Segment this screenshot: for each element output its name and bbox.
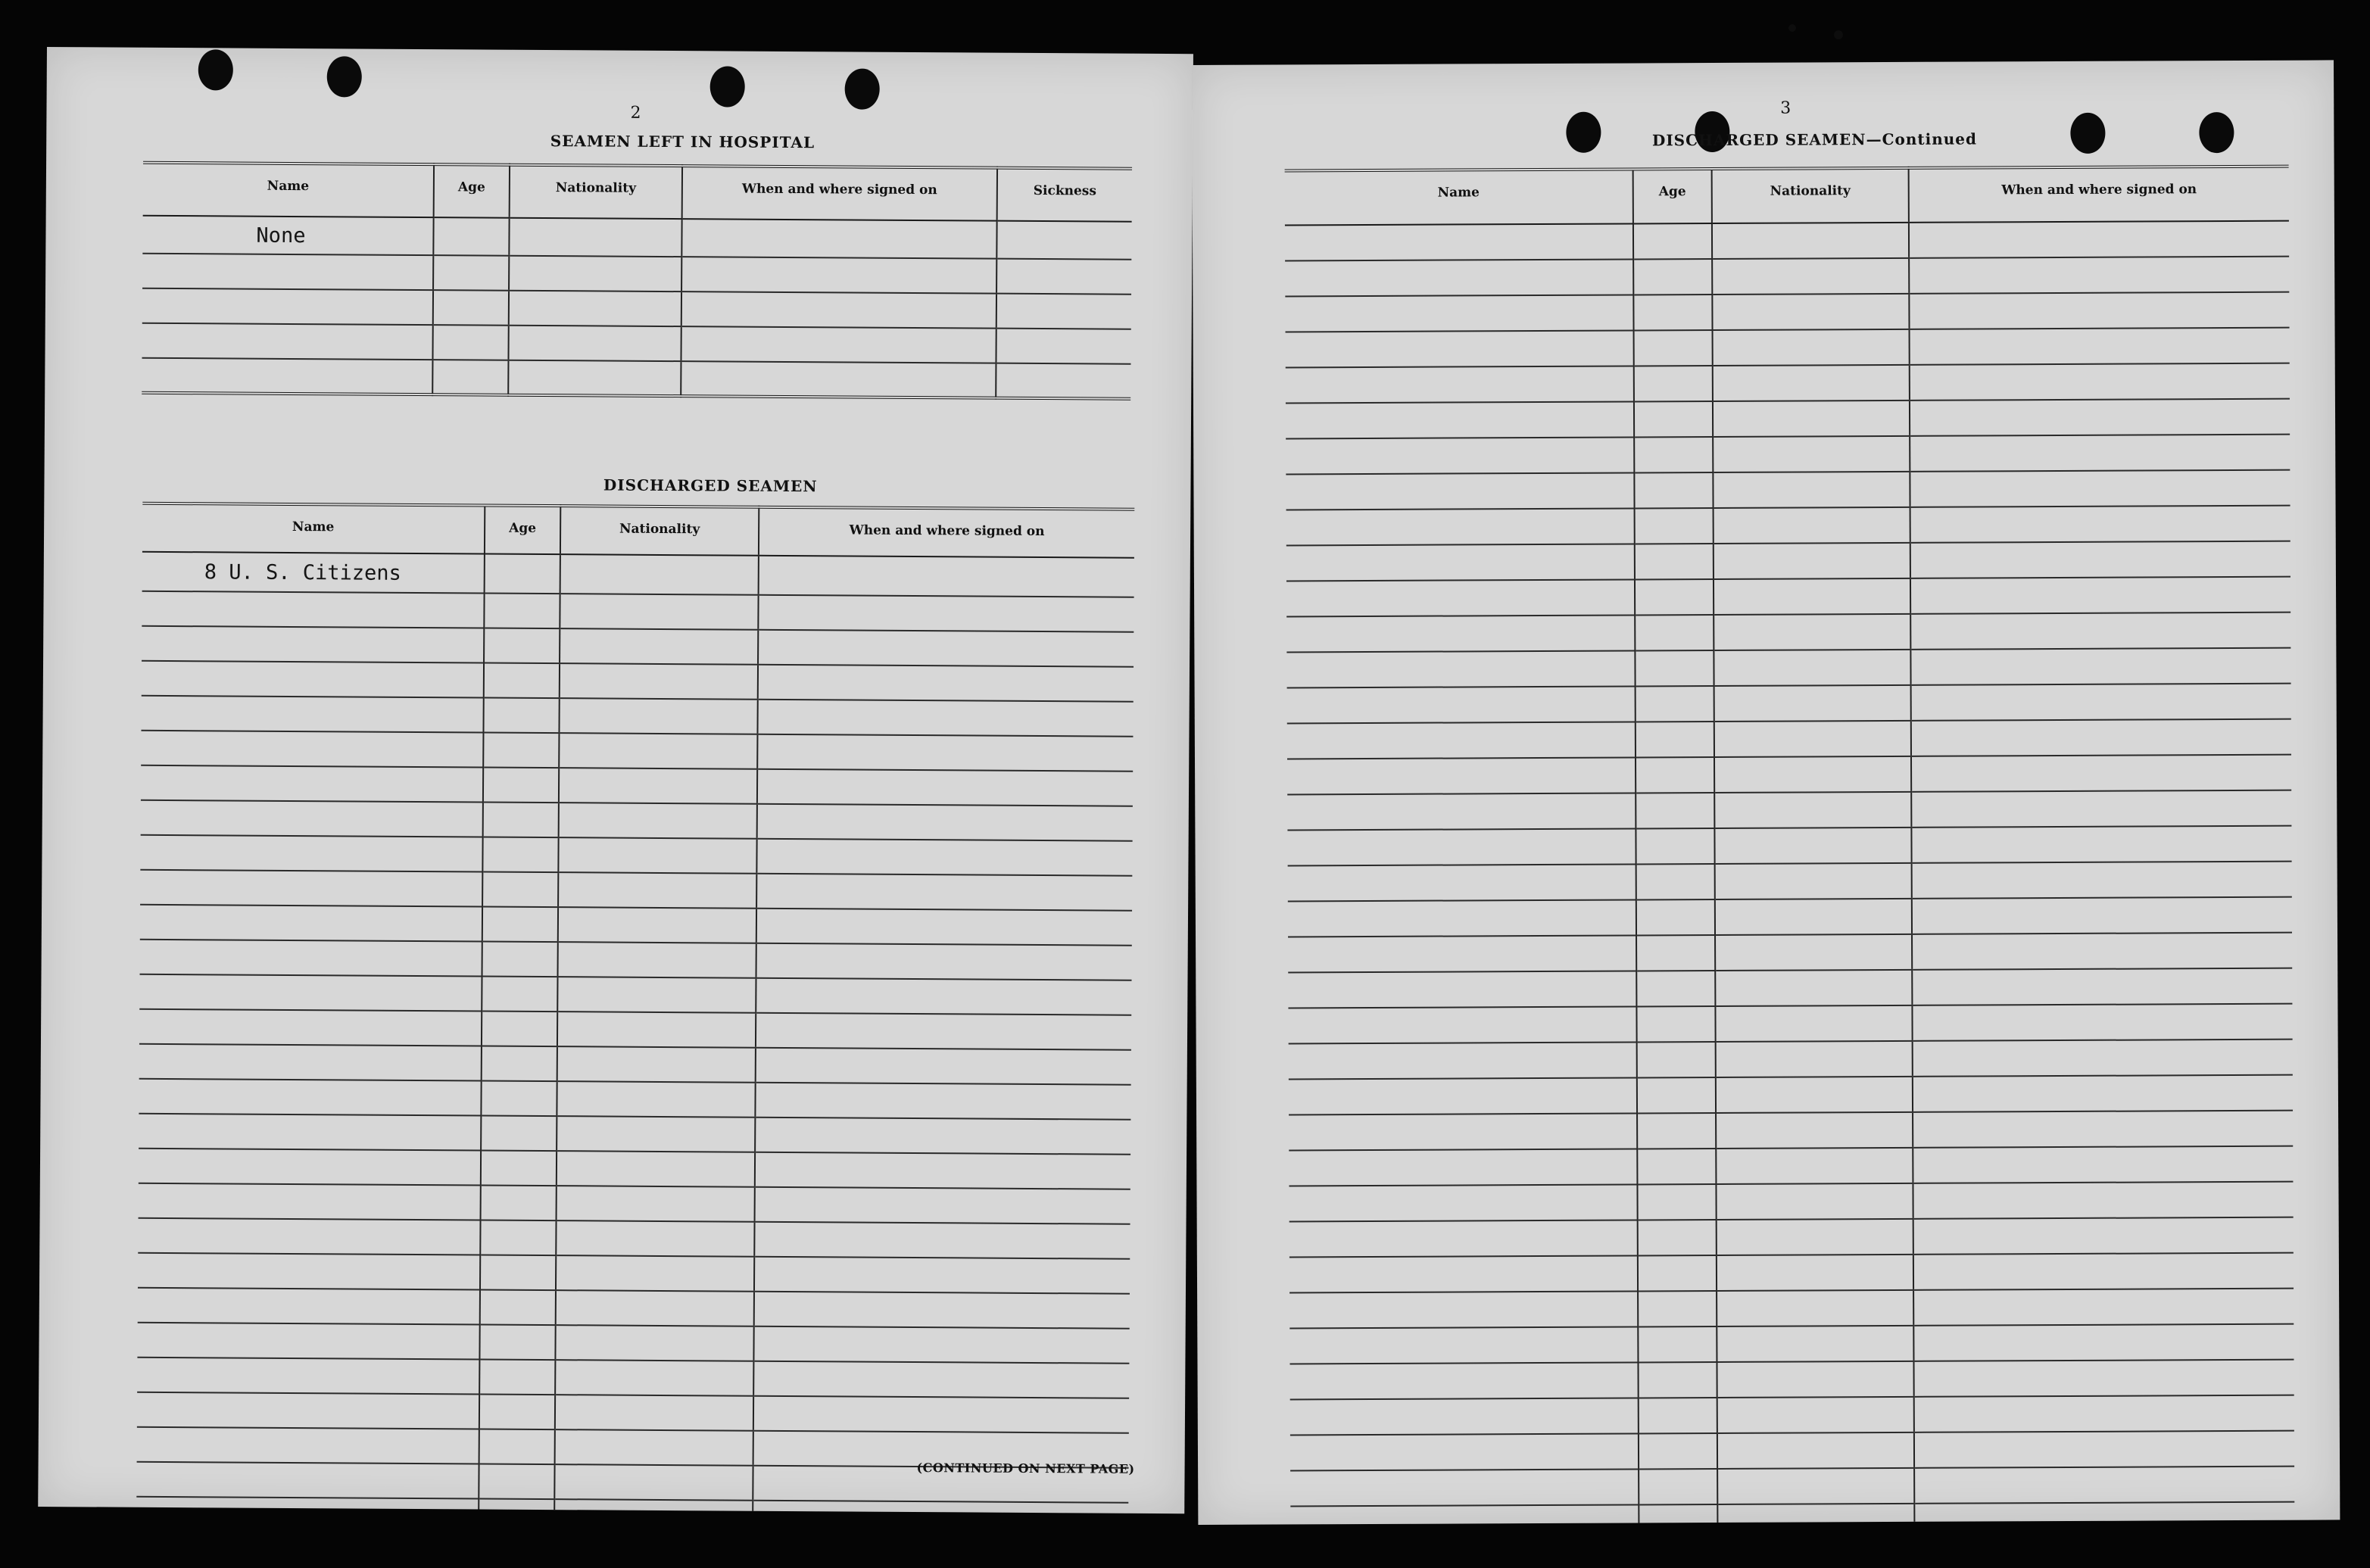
discharged-entry-text: 8 U. S. Citizens — [204, 560, 401, 585]
column-header-age: Age — [485, 506, 560, 555]
scan-speck — [1834, 30, 1843, 39]
hospital-entry — [142, 216, 433, 255]
punch-hole — [2070, 113, 2105, 154]
continued-note: (CONTINUED ON NEXT PAGE) — [916, 1460, 1135, 1476]
punch-hole — [845, 68, 880, 109]
discharged-table — [136, 502, 1134, 1513]
left-page — [38, 47, 1193, 1513]
discharged-entry — [142, 552, 485, 594]
punch-hole — [327, 56, 362, 97]
column-header-age: Age — [434, 164, 510, 218]
column-header-nationality: Nationality — [1712, 168, 1909, 223]
column-header-signed-on: When and where signed on — [1909, 167, 2289, 223]
column-header-nationality: Nationality — [510, 165, 682, 219]
hospital-table — [142, 161, 1132, 401]
discharged-section-title: DISCHARGED SEAMEN — [603, 475, 818, 496]
punch-hole — [198, 49, 233, 90]
column-header-name: Name — [142, 503, 485, 554]
page-number: 3 — [1780, 98, 1792, 118]
punch-hole — [710, 66, 745, 107]
punch-hole — [2199, 112, 2234, 153]
hospital-entry-text: None — [256, 223, 306, 248]
hospital-section-title: SEAMEN LEFT IN HOSPITAL — [550, 132, 815, 152]
column-header-nationality: Nationality — [560, 506, 759, 556]
column-header-age: Age — [1633, 169, 1712, 223]
column-header-signed-on: When and where signed on — [682, 166, 997, 221]
continued-section-title: DISCHARGED SEAMEN—Continued — [1651, 129, 1978, 150]
column-header-name: Name — [1285, 169, 1633, 225]
column-header-signed-on: When and where signed on — [759, 507, 1134, 558]
right-page — [1192, 60, 2340, 1525]
column-header-name: Name — [143, 163, 434, 217]
page-number: 2 — [630, 103, 641, 123]
punch-hole — [1566, 112, 1601, 153]
scan-speck — [1788, 24, 1796, 32]
column-header-sickness: Sickness — [997, 168, 1132, 222]
discharged-continued-table — [1285, 165, 2295, 1525]
